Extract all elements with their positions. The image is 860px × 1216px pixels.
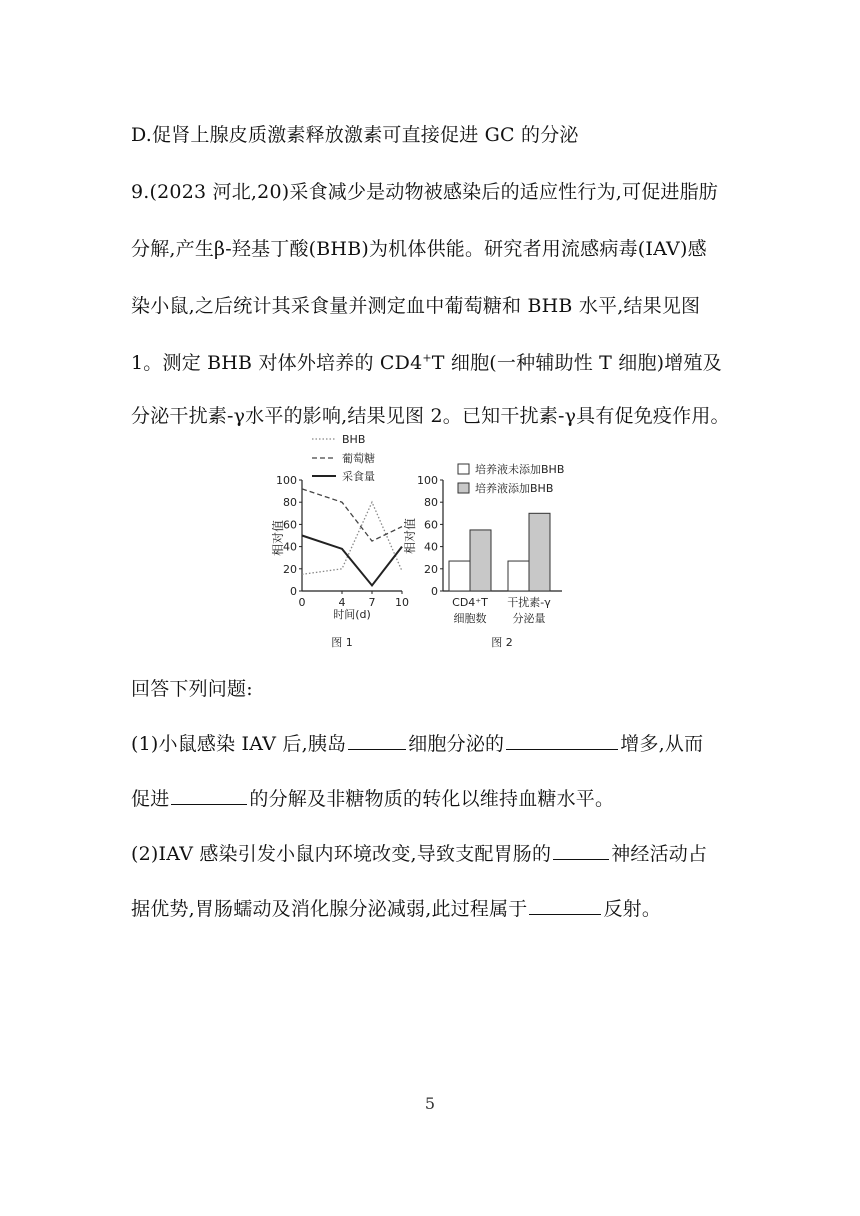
figure-2-legend — [458, 462, 564, 495]
fig2-y-tick-label: 100 — [417, 474, 438, 487]
fig2-y-label: 相对值 — [403, 517, 417, 555]
legend-intake-label: 采食量 — [342, 470, 375, 483]
fig2-category-sublabel: 分泌量 — [512, 612, 546, 625]
legend-glucose-label: 葡萄糖 — [342, 452, 375, 465]
fig1-x-tick-label: 10 — [395, 596, 409, 609]
sub-question-1-line-1 — [131, 729, 703, 756]
fig1-x-tick-label: 7 — [368, 596, 376, 609]
figure-1-legend — [312, 433, 375, 483]
fig2-bar — [449, 561, 470, 591]
sub-question-1-line-2 — [131, 784, 614, 811]
sub-question-2-line-2 — [131, 894, 661, 921]
fig2-category-label: 干扰素-γ — [507, 596, 551, 609]
answer-blank-1[interactable] — [348, 748, 406, 750]
question-9-line-3: 染小鼠,之后统计其采食量并测定血中葡萄糖和 BHB 水平,结果见图 — [131, 295, 701, 317]
fig1-x-tick-label: 4 — [338, 596, 346, 609]
fig2-bar — [470, 530, 491, 591]
fig1-y-tick-label: 20 — [283, 562, 297, 576]
fig2-caption: 图 2 — [491, 636, 513, 649]
fig1-x-tick-label: 0 — [298, 596, 306, 609]
fig2-y-tick-label: 40 — [424, 540, 438, 554]
fig2-y-tick-label: 0 — [431, 585, 438, 598]
q2-part-a: (2)IAV 感染引发小鼠内环境改变,导致支配胃肠的 — [131, 843, 552, 865]
q2-part-b: 神经活动占 — [611, 843, 708, 865]
answer-blank-5[interactable] — [529, 913, 601, 915]
fig1-y-tick-label: 80 — [283, 496, 297, 510]
option-d-text: D.促肾上腺皮质激素释放激素可直接促进 GC 的分泌 — [131, 124, 579, 146]
question-9-line-5: 分泌干扰素-γ水平的影响,结果见图 2。已知干扰素-γ具有促免疫作用。 — [131, 405, 730, 427]
q1-part-e: 的分解及非糖物质的转化以维持血糖水平。 — [249, 788, 615, 810]
fig1-x-label: 时间(d) — [333, 608, 371, 621]
question-9-line-2: 分解,产生β-羟基丁酸(BHB)为机体供能。研究者用流感病毒(IAV)感 — [131, 238, 707, 260]
q1-part-a: (1)小鼠感染 IAV 后,胰岛 — [131, 733, 347, 755]
fig1-y-tick-label: 60 — [283, 518, 297, 532]
fig1-y-tick-label: 100 — [276, 474, 297, 487]
q2-part-c: 据优势,胃肠蠕动及消化腺分泌减弱,此过程属于 — [131, 898, 528, 920]
legend-with-bhb-swatch — [458, 483, 469, 493]
fig2-category-label: CD4⁺T — [452, 596, 488, 609]
fig1-y-tick-label: 0 — [290, 585, 297, 598]
answer-blank-2[interactable] — [506, 748, 618, 750]
legend-no-bhb-label: 培养液未添加BHB — [475, 463, 565, 476]
line-4-part-a: 1。测定 BHB 对体外培养的 CD4 — [131, 352, 423, 374]
superscript-plus: + — [422, 351, 432, 365]
page-number: 5 — [424, 1094, 436, 1113]
fig1-y-label: 相对值 — [271, 519, 285, 557]
legend-with-bhb-label: 培养液添加BHB — [475, 482, 554, 495]
fig1-glucose-line — [302, 489, 402, 541]
figure-area — [262, 428, 602, 656]
fig2-y-tick-label: 20 — [424, 562, 438, 576]
fig1-bhb-line — [302, 502, 402, 574]
figure-1-chart — [270, 474, 409, 649]
q1-part-b: 细胞分泌的 — [408, 733, 505, 755]
fig1-caption: 图 1 — [331, 636, 353, 649]
fig2-y-tick-label: 80 — [424, 496, 438, 510]
fig1-intake-line — [302, 536, 402, 586]
figures-svg — [262, 428, 602, 656]
sub-question-2-line-1 — [131, 839, 707, 866]
fig1-y-tick-label: 40 — [283, 540, 297, 554]
fig2-y-tick-label: 60 — [424, 518, 438, 532]
answer-blank-4[interactable] — [553, 858, 609, 860]
legend-bhb-label: BHB — [342, 433, 366, 446]
question-9-line-1: 9.(2023 河北,20)采食减少是动物被感染后的适应性行为,可促进脂肪 — [131, 181, 719, 203]
question-9-line-4 — [131, 348, 722, 375]
line-4-part-b: T 细胞(一种辅助性 T 细胞)增殖及 — [431, 352, 722, 374]
figure-2-chart — [402, 474, 562, 649]
fig2-bar — [508, 561, 529, 591]
answer-intro: 回答下列问题: — [131, 678, 253, 700]
answer-blank-3[interactable] — [171, 803, 247, 805]
fig2-category-sublabel: 细胞数 — [453, 612, 487, 625]
q2-part-d: 反射。 — [603, 898, 662, 920]
legend-no-bhb-swatch — [458, 464, 469, 474]
q1-part-c: 增多,从而 — [620, 733, 704, 755]
fig2-bar — [529, 513, 550, 591]
q1-part-d: 促进 — [131, 788, 170, 810]
